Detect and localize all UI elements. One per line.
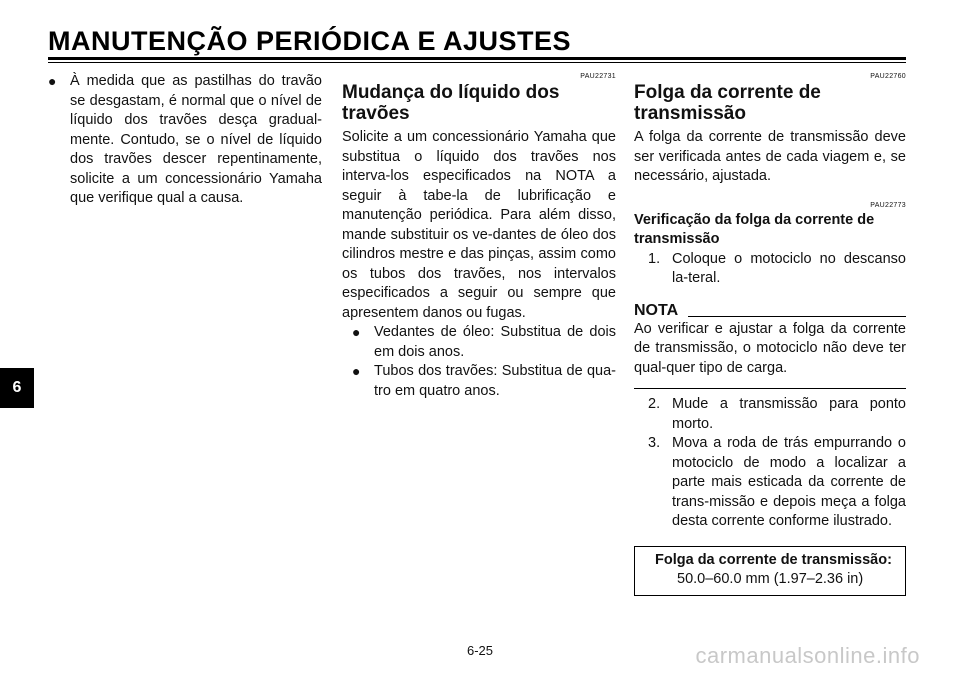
bullet-icon: ● — [352, 324, 361, 340]
step-number: 3. — [648, 435, 661, 451]
bullet-text: Vedantes de óleo: Substitua de dois em dois anos. — [374, 324, 616, 360]
section-heading-chain-slack: Folga da corrente de transmissão — [634, 82, 821, 124]
bullet-text: À medida que as pastilhas do travão se desgastam, é normal que o nível de líquido dos travões desça gradual-mente. Contudo, se o nível de líquido dos travões descer repentinamente, solicite a um concessionário Yamaha que verifique qual a causa. — [70, 73, 322, 206]
step-text: Coloque o motociclo no descanso la-teral. — [672, 250, 906, 286]
bullet-icon: ● — [48, 73, 57, 89]
page-number: 6-25 — [466, 643, 494, 658]
section-code: PAU22760 — [870, 73, 906, 80]
note-end-rule — [634, 388, 906, 389]
column-right — [634, 72, 906, 596]
note-label: NOTA — [634, 301, 679, 319]
step-number: 2. — [648, 396, 661, 412]
bullet-icon: ● — [352, 363, 361, 379]
column-middle — [342, 72, 616, 401]
title-rule-thin — [48, 62, 906, 63]
list-item — [352, 362, 616, 401]
watermark: carmanualsonline.info — [695, 643, 920, 668]
note-header — [634, 302, 906, 320]
step-item — [648, 395, 906, 434]
column-left — [48, 72, 322, 209]
step-number: 1. — [648, 250, 661, 267]
spec-box — [634, 546, 906, 596]
section-paragraph: Solicite a um concessionário Yamaha que substitua o líquido dos travões nos interva-los especificados na NOTA a seguir à tabe-la de lubrificação e manutenção periódica. Para além disso, mande substituir os ve-dantes de óleo dos cilindros mestre e das pinças, assim como os tubos dos travões, nos intervalos especificados a seguir ou sempre que apresentem danos ou fugas. — [342, 129, 616, 321]
step-text: Mova a roda de trás empurrando o motociclo de modo a localizar a parte mais esticada da corrente de trans-missão e depois meça a folga desta corrente conforme ilustrado. — [672, 435, 906, 529]
section-code: PAU22731 — [580, 73, 616, 80]
step-item — [648, 434, 906, 532]
page-title: MANUTENÇÃO PERIÓDICA E AJUSTES — [48, 26, 572, 56]
section-heading-brake-fluid: Mudança do líquido dos travões — [342, 82, 560, 124]
subsection-heading: Verificação da folga da corrente de transmissão — [634, 211, 875, 247]
chapter-tab: 6 — [0, 368, 34, 408]
list-item — [352, 323, 616, 362]
list-item — [48, 72, 322, 209]
spec-title: Folga da corrente de transmissão: — [655, 551, 892, 568]
note-rule — [688, 316, 906, 317]
step-item — [648, 250, 906, 289]
note-text: Ao verificar e ajustar a folga da corrente de transmissão, o motociclo não deve ter qual-quer tipo de carga. — [634, 320, 906, 376]
spec-value: 50.0–60.0 mm (1.97–2.36 in) — [677, 571, 864, 587]
step-text: Mude a transmissão para ponto morto. — [672, 396, 906, 432]
title-rule — [48, 57, 906, 60]
section-paragraph: A folga da corrente de transmissão deve ser verificada antes de cada viagem e, se necessário, ajustada. — [634, 129, 906, 184]
section-code: PAU22773 — [870, 201, 906, 209]
bullet-text: Tubos dos travões: Substitua de qua-tro em quatro anos. — [374, 363, 616, 399]
